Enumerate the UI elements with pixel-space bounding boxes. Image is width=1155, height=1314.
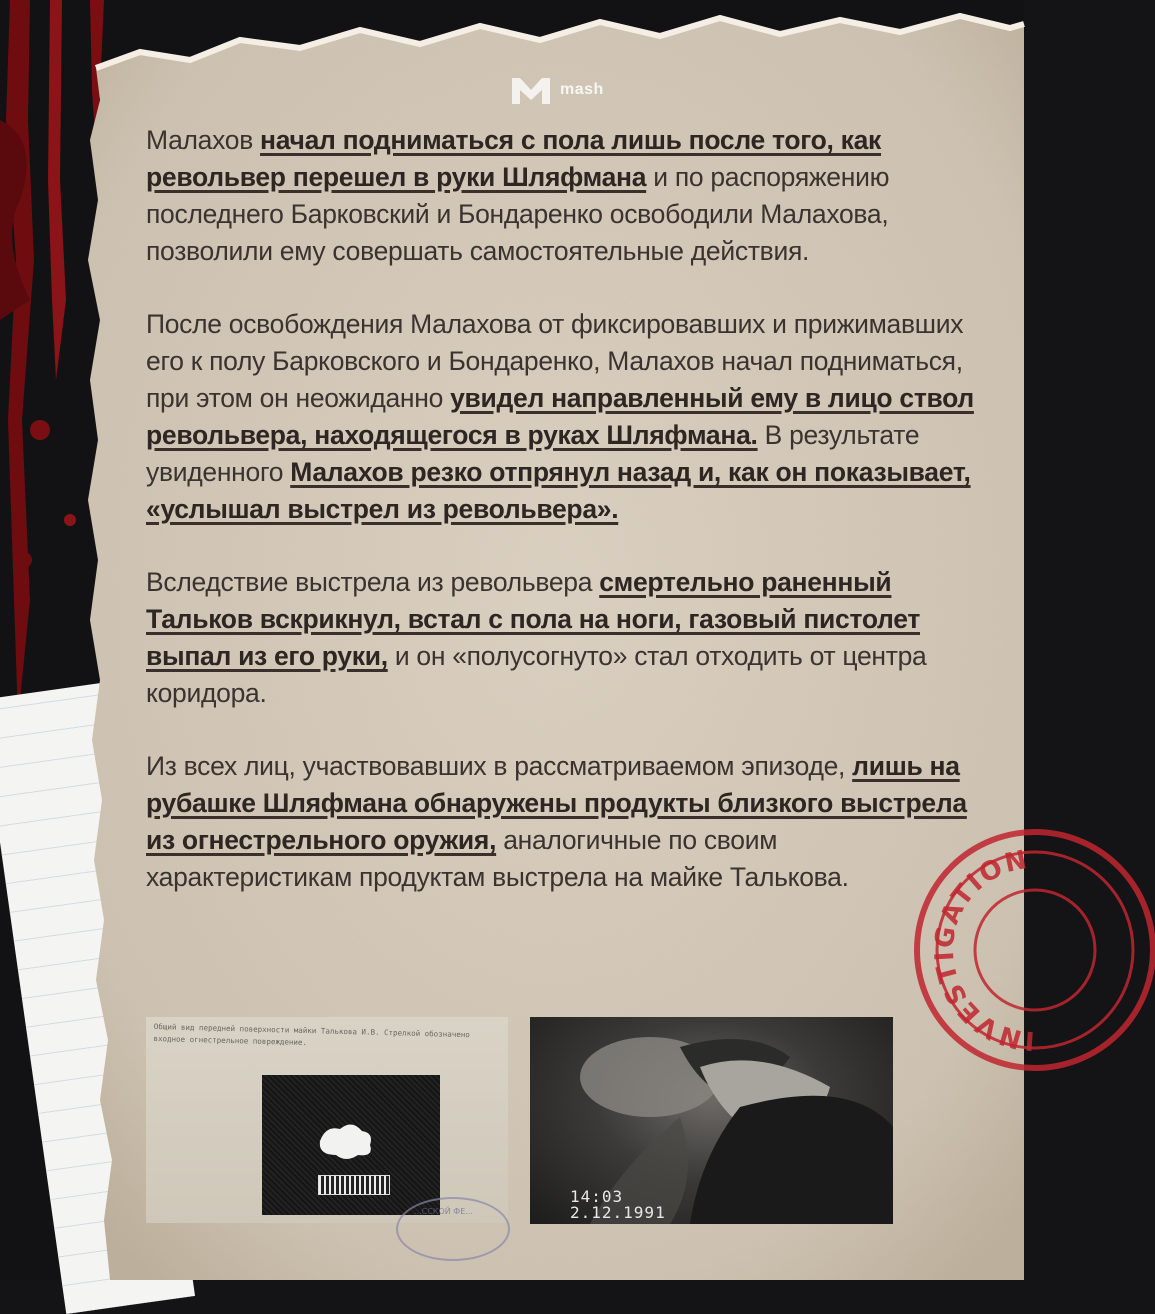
highlighted-text: смертельно раненный Тальков вскрикнул, встал с пола на ноги, газовый пистолет выпал из его руки, — [146, 567, 920, 671]
measurement-ruler — [318, 1175, 390, 1195]
text-segment: После освобождения Малахова от фиксировавших и прижимавших его к полу Барковского и Бондаренко, Малахов начал подниматься, при этом он неожиданно — [146, 309, 964, 413]
text-segment: Вследствие выстрела из револьвера — [146, 567, 600, 597]
official-seal — [396, 1197, 510, 1261]
shirt-fabric — [262, 1075, 440, 1215]
video-timestamp — [570, 1189, 666, 1221]
main-text — [146, 122, 986, 932]
mash-m-icon — [508, 72, 554, 108]
text-segment: Малахов — [146, 125, 261, 155]
seal-text: ...ССКОЙ ФЕ... — [414, 1207, 473, 1216]
text-segment: аналогичные по своим характеристикам продуктам выстрела на майке Талькова. — [146, 825, 849, 892]
evidence-photo-shirt — [146, 1017, 508, 1223]
paragraph-2 — [146, 306, 986, 528]
highlighted-text: начал подниматься с пола лишь после того, как револьвер перешел в руки Шляфмана — [146, 125, 882, 192]
photo-caption: Общий вид передней поверхности майки Талькова И.В. Стрелкой обозначено входное огнестрельное повреждение. — [153, 1021, 470, 1048]
bullet-hole-mark — [312, 1115, 382, 1165]
evidence-photo-video-still — [530, 1017, 893, 1224]
paragraph-1 — [146, 122, 986, 270]
mash-logo — [508, 70, 628, 110]
timestamp-time: 14:03 — [570, 1187, 624, 1206]
text-segment: и по распоряжению последнего Барковский и Бондаренко освободили Малахова, позволили ему совершать самостоятельные действия. — [146, 162, 890, 266]
timestamp-date: 2.12.1991 — [570, 1203, 666, 1222]
highlighted-text: лишь на рубашке Шляфмана обнаружены продукты близкого выстрела из огнестрельного оружия, — [146, 751, 967, 855]
stamp-text: INVESTIGATION — [929, 844, 1036, 1056]
paragraph-3 — [146, 564, 986, 712]
text-segment: Из всех лиц, участвовавших в рассматриваемом эпизоде, — [146, 751, 853, 781]
paragraph-4 — [146, 748, 986, 896]
text-segment: В результате увиденного — [146, 420, 920, 487]
highlighted-text: увидел направленный ему в лицо ствол револьвера, находящегося в руках Шляфмана. — [146, 383, 974, 450]
highlighted-text: Малахов резко отпрянул назад и, как он показывает, «услышал выстрел из револьвера». — [146, 457, 971, 524]
logo-text: mash — [560, 81, 604, 98]
text-segment: и он «полусогнуто» стал отходить от центра коридора. — [146, 641, 927, 708]
